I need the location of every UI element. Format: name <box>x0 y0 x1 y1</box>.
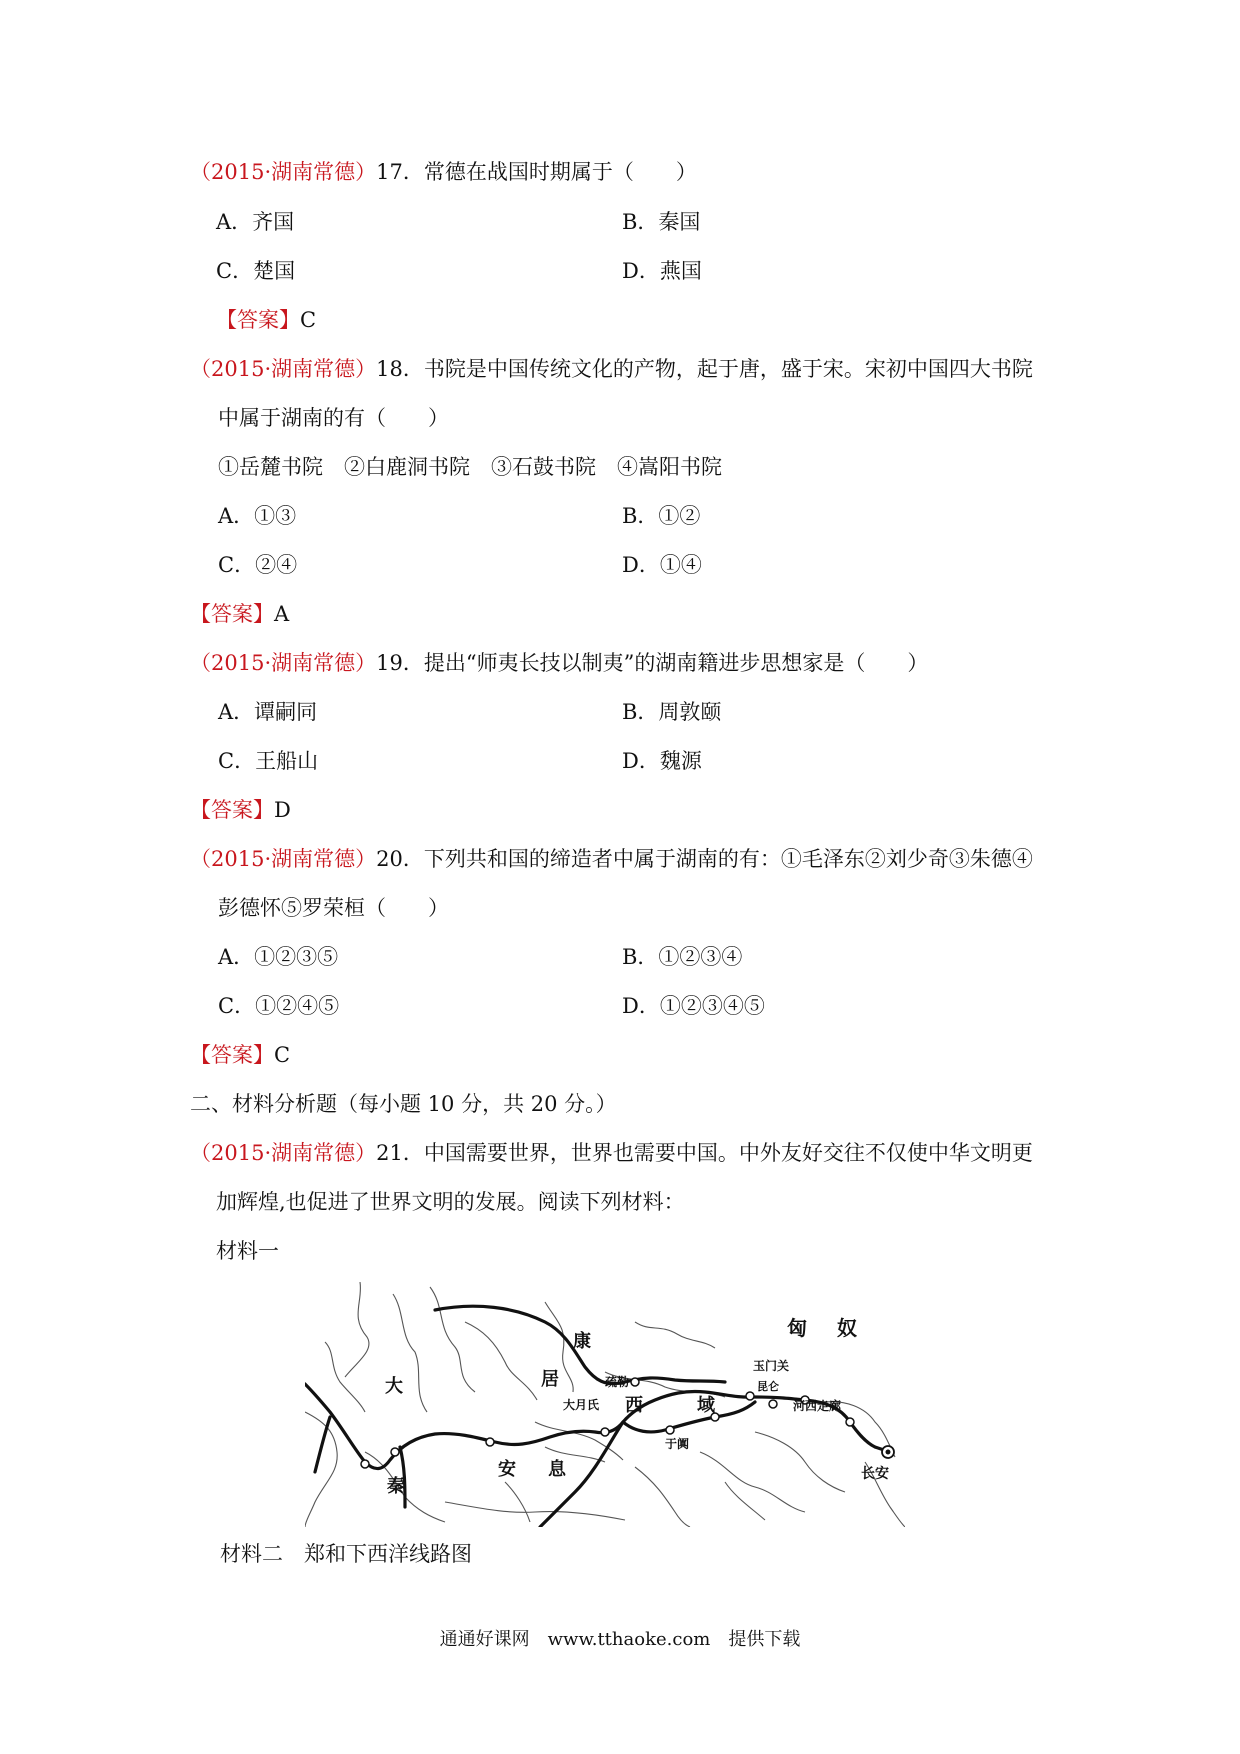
map-label-yumenguan: 玉门关 <box>753 1359 790 1373</box>
q19-option-d: D．魏源 <box>622 749 702 773</box>
q17-answer-tag: 【答案】 <box>216 308 300 332</box>
map-label-xiyu-1: 西 <box>625 1395 643 1416</box>
q18-answer-tag: 【答案】 <box>190 602 274 626</box>
q17-option-c: C．楚国 <box>216 259 296 283</box>
map-label-da: 大 <box>385 1376 403 1397</box>
q17-answer-value: C <box>300 308 317 332</box>
map-label-xiongnu-2: 奴 <box>837 1316 857 1340</box>
q20-option-a: A．①②③⑤ <box>218 945 339 969</box>
q18-option-a: A．①③ <box>218 504 297 528</box>
q17-option-d: D．燕国 <box>622 259 702 283</box>
q17-text: 17．常德在战国时期属于（ ） <box>376 160 697 184</box>
q18-stem-line3: ①岳麓书院 ②白鹿洞书院 ③石鼓书院 ④嵩阳书院 <box>218 455 722 479</box>
q20-text: 20．下列共和国的缔造者中属于湖南的有：①毛泽东②刘少奇③朱德④ <box>376 847 1033 871</box>
q19-option-c: C．王船山 <box>218 749 319 773</box>
q19-source: （2015·湖南常德） <box>190 651 377 675</box>
q19-stem <box>190 649 928 677</box>
map-label-anxi-1: 安 <box>498 1459 516 1480</box>
q19-option-b: B．周敦颐 <box>622 700 722 724</box>
map-label-hexi-corridor: 河西走廊 <box>793 1399 842 1413</box>
section2-heading: 二、材料分析题（每小题 10 分，共 20 分。） <box>190 1092 617 1116</box>
q19-option-a: A．谭嗣同 <box>218 700 318 724</box>
map-label-kangju-2: 居 <box>541 1369 559 1390</box>
q20-option-c: C．①②④⑤ <box>218 994 340 1018</box>
q18-source: （2015·湖南常德） <box>190 357 377 381</box>
q21-stem-line2: 加辉煌,也促进了世界文明的发展。阅读下列材料： <box>216 1190 685 1214</box>
material2-label: 材料二 郑和下西洋线路图 <box>220 1542 472 1566</box>
silk-road-map <box>305 1282 905 1527</box>
q17-source: （2015·湖南常德） <box>190 160 377 184</box>
q18-answer-value: A <box>274 602 290 626</box>
q18-answer <box>190 600 289 628</box>
q19-text: 19．提出“师夷长技以制夷”的湖南籍进步思想家是（ ） <box>376 651 929 675</box>
map-label-yutian: 于阗 <box>665 1437 690 1451</box>
q20-option-b: B．①②③④ <box>622 945 743 969</box>
q18-option-c: C．②④ <box>218 553 298 577</box>
q18-stem <box>190 355 1033 383</box>
q20-answer-tag: 【答案】 <box>190 1043 274 1067</box>
q20-answer-value: C <box>274 1043 291 1067</box>
q20-stem-line2: 彭德怀⑤罗荣桓（ ） <box>218 896 449 920</box>
q18-text: 18．书院是中国传统文化的产物，起于唐，盛于宋。宋初中国四大书院 <box>376 357 1033 381</box>
q20-answer <box>190 1041 290 1069</box>
map-label-qin: 秦 <box>387 1476 405 1497</box>
q21-text: 21．中国需要世界，世界也需要中国。中外友好交往不仅使中华文明更 <box>376 1141 1033 1165</box>
changan-marker <box>882 1446 894 1458</box>
map-label-kunlun: 昆仑 <box>757 1380 779 1393</box>
map-label-dayuezhi: 大月氏 <box>563 1398 600 1412</box>
q21-stem <box>190 1139 1033 1167</box>
q19-answer-value: D <box>274 798 291 822</box>
q17-option-b: B．秦国 <box>622 210 701 234</box>
q21-source: （2015·湖南常德） <box>190 1141 377 1165</box>
material1-label: 材料一 <box>216 1239 279 1263</box>
map-label-changan: 长安 <box>861 1466 889 1482</box>
q17-option-a: A．齐国 <box>216 210 295 234</box>
q20-stem <box>190 845 1033 873</box>
map-label-anxi-2: 息 <box>548 1459 566 1480</box>
map-label-kangju-1: 康 <box>573 1331 591 1352</box>
q20-source: （2015·湖南常德） <box>190 847 377 871</box>
map-label-xiyu-2: 域 <box>697 1395 715 1416</box>
q18-option-d: D．①④ <box>622 553 702 577</box>
map-label-xiongnu-1: 匈 <box>787 1316 807 1340</box>
q19-answer <box>190 796 291 824</box>
q20-option-d: D．①②③④⑤ <box>622 994 765 1018</box>
q18-option-b: B．①② <box>622 504 701 528</box>
q17-answer <box>216 306 316 334</box>
page-footer: 通通好课网 www.tthaoke.com 提供下载 <box>439 1629 801 1650</box>
q19-answer-tag: 【答案】 <box>190 798 274 822</box>
q18-stem-line2: 中属于湖南的有（ ） <box>218 406 449 430</box>
map-label-shule: 疏勒 <box>605 1375 630 1389</box>
q17-stem <box>190 158 697 186</box>
